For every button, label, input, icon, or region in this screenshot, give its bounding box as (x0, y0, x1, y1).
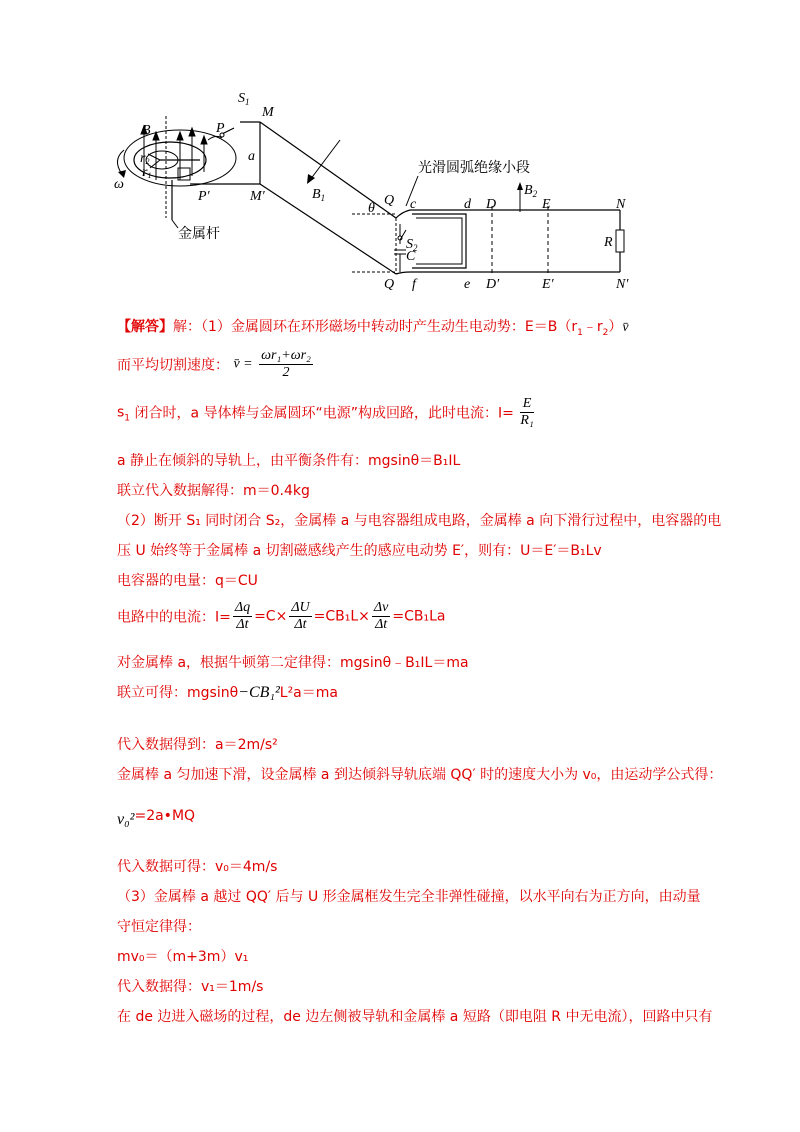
label-m-prime: M′ (250, 189, 265, 204)
label-b2: $B_2$ (524, 183, 538, 199)
rail-upper (260, 122, 396, 218)
solution-line-13: 金属棒 a 匀加速下滑，设金属棒 a 到达倾斜导轨底端 QQ′ 时的速度大小为 v₀，由运动学公式得： (117, 767, 723, 783)
solution-line-7: 压 U 始终等于金属棒 a 切割磁感线产生的感应电动势 E′，则有：U＝E′＝B₁Lv (117, 543, 602, 559)
label-c-cap: C (406, 249, 416, 264)
l2-den: 2 (282, 365, 290, 380)
label-p: P (216, 121, 225, 136)
l1-vbar: v̄ (622, 320, 629, 335)
l2-fraction (259, 348, 313, 381)
l9-f3d: Δt (375, 617, 388, 632)
label-E-prime: E′ (542, 277, 554, 292)
l3-a-sub: 1 (124, 413, 131, 424)
l9-a: 电路中的电流：I= (117, 609, 231, 626)
r1-line (150, 160, 160, 168)
label-e: e (464, 277, 471, 292)
l3-num: E (520, 396, 533, 413)
solution-line-15: 代入数据可得：v₀＝4m/s (117, 859, 278, 875)
l1-sub2: 2 (602, 327, 609, 338)
l9-c: =CB₁L× (313, 608, 370, 625)
label-arc-note: 光滑圆弧绝缘小段 (418, 160, 530, 176)
u-frame (412, 214, 466, 268)
solution-line-14 (117, 808, 195, 829)
l9-frac1 (233, 600, 252, 633)
l9-f2n: ΔU (291, 600, 310, 615)
l3-den: R₁ (520, 413, 534, 428)
circuit-figure (100, 88, 660, 298)
l1-end: ） (608, 319, 623, 335)
l3-b: 闭合时，a 导体棒与金属圆环“电源”构成回路，此时电流：I= (130, 405, 514, 422)
solution-line-18: mv₀＝（m+3m）v₁ (117, 949, 249, 965)
solution-line-3 (117, 396, 536, 429)
label-b: B (142, 123, 151, 138)
solution-line-1 (117, 316, 629, 338)
solution-line-17: 守恒定律得： (117, 919, 201, 935)
label-D: D (486, 197, 497, 212)
solution-line-19: 代入数据得：v₁＝1m/s (117, 979, 264, 995)
label-q: Q (384, 193, 395, 208)
label-theta: θ (368, 201, 375, 216)
label-p-prime: P′ (198, 189, 210, 204)
l11-a: 联立可得：mgsinθ (117, 685, 239, 701)
l11-c: L²a＝ma (279, 685, 338, 701)
label-c: c (410, 197, 417, 212)
solution-line-8: 电容器的电量：q＝CU (117, 573, 258, 589)
l9-f1d: Δt (236, 617, 249, 632)
solution-line-12: 代入数据得到：a＝2m/s² (117, 737, 278, 753)
l14-a: v₀² (117, 811, 135, 828)
rail-lower (260, 184, 396, 274)
circuit-diagram (100, 88, 660, 298)
label-f: f (412, 277, 416, 292)
label-m: M (262, 105, 274, 120)
l1-mid: ﹣r (582, 319, 603, 335)
label-N-prime: N′ (616, 277, 629, 292)
label-R: R (604, 235, 613, 250)
label-E: E (542, 197, 551, 212)
l2-text: 而平均切割速度： (117, 357, 229, 374)
solution-line-10: 对金属棒 a，根据牛顿第二定律得：mgsinθ﹣B₁IL＝ma (117, 655, 469, 671)
solution-line-9 (117, 600, 445, 633)
label-s2: $S_2$ (406, 237, 418, 253)
label-q-prime: Q (384, 277, 395, 292)
label-a: a (248, 149, 255, 164)
solution-line-11 (117, 682, 338, 702)
solution-line-4: a 静止在倾斜的导轨上，由平衡条件有：mgsinθ＝B₁IL (117, 453, 461, 469)
l3-a: s (117, 404, 125, 421)
solution-line-5: 联立代入数据解得：m＝0.4kg (117, 483, 310, 499)
answer-tag: 【解答】 (117, 319, 173, 335)
l9-f2d: Δt (294, 617, 307, 632)
label-r2: r2 (140, 151, 150, 166)
label-b1: $B_1$ (312, 187, 326, 203)
label-d: d (464, 197, 471, 212)
solution-line-2 (117, 348, 315, 381)
solution-line-16: （3）金属棒 a 越过 QQ′ 后与 U 形金属框发生完全非弹性碰撞，以水平向右为正方向，由动量 (117, 889, 701, 905)
label-s1: $S_1$ (238, 91, 250, 107)
label-r1: r1 (142, 165, 152, 180)
label-omega: ω (114, 177, 124, 192)
l9-f1n: Δq (234, 600, 251, 615)
l9-frac2 (289, 600, 311, 633)
l2-num: ωr₁+ωr₂ (261, 348, 311, 363)
solution-line-6: （2）断开 S₁ 同时闭合 S₂，金属棒 a 与电容器组成电路，金属棒 a 向下滑行过程中，电容器的电 (117, 513, 722, 529)
l9-d: =CB₁La (392, 608, 446, 625)
l3-fraction (520, 396, 533, 429)
l1-sub1: 1 (577, 327, 583, 338)
l2-lhs: v̄ = (233, 356, 253, 372)
r2-line (148, 154, 160, 160)
label-D-prime: D′ (486, 277, 500, 292)
l14-b: =2a•MQ (134, 808, 196, 824)
l1-text: 解：（1）金属圆环在环形磁场中转动时产生动生电动势：E＝B（r (173, 319, 578, 335)
l9-frac3 (372, 600, 390, 633)
l9-b: =C× (254, 608, 288, 625)
l11-b: −CB₁² (238, 684, 280, 701)
label-rod: 金属杆 (178, 226, 220, 242)
resistor-r (616, 230, 624, 252)
l9-f3n: Δv (373, 600, 389, 615)
solution-line-20: 在 de 边进入磁场的过程，de 边左侧被导轨和金属棒 a 短路（即电阻 R 中无电流），回路中只有 (117, 1009, 713, 1025)
label-N: N (616, 197, 626, 212)
omega-arrow (117, 150, 124, 174)
